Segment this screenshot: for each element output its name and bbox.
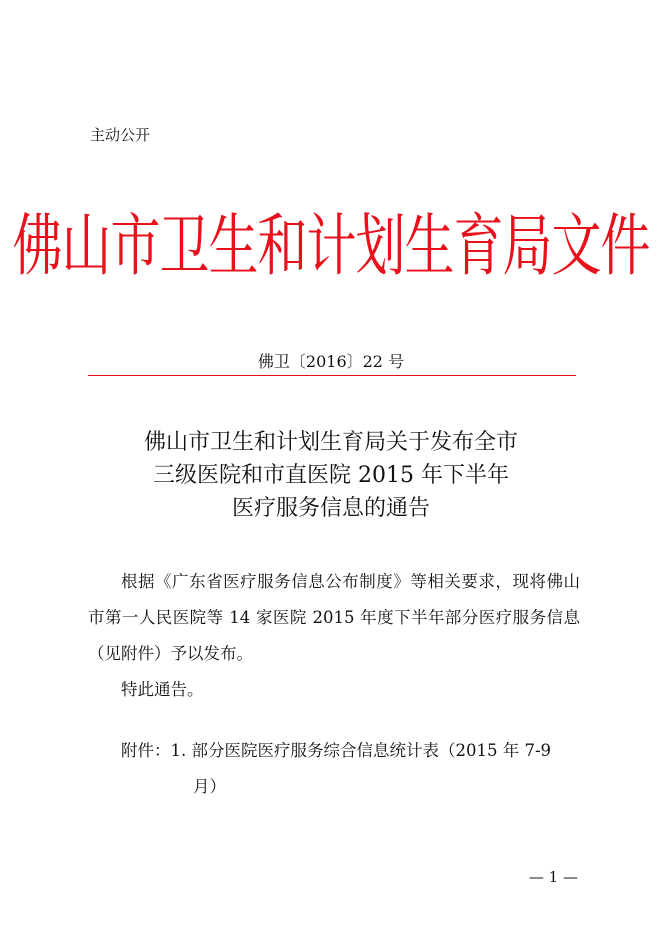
attachment-continuation: 月） bbox=[193, 777, 226, 796]
notice-closing: 特此通告。 bbox=[121, 680, 204, 699]
document-masthead: 佛山市卫生和计划生育局文件 bbox=[12, 206, 650, 286]
title-line-2: 三级医院和市直医院 2015 年下半年 bbox=[153, 463, 509, 488]
document-body bbox=[88, 564, 580, 708]
attachment-section bbox=[121, 733, 551, 805]
document-title bbox=[0, 426, 662, 525]
body-paragraph: 根据《广东省医疗服务信息公布制度》等相关要求，现将佛山市第一人民医院等 14 家医院 2015 年度下半年部分医疗服务信息（见附件）予以发布。 bbox=[88, 572, 580, 663]
disclosure-label: 主动公开 bbox=[90, 126, 151, 144]
attachment-label: 附件：1. 部分医院医疗服务综合信息统计表（2015 年 7-9 bbox=[121, 741, 552, 760]
title-line-3: 医疗服务信息的通告 bbox=[231, 496, 430, 521]
red-divider-line bbox=[88, 375, 576, 376]
page-number: — 1 — bbox=[528, 868, 578, 886]
document-number: 佛卫〔2016〕22 号 bbox=[257, 352, 405, 371]
title-line-1: 佛山市卫生和计划生育局关于发布全市 bbox=[143, 430, 518, 455]
